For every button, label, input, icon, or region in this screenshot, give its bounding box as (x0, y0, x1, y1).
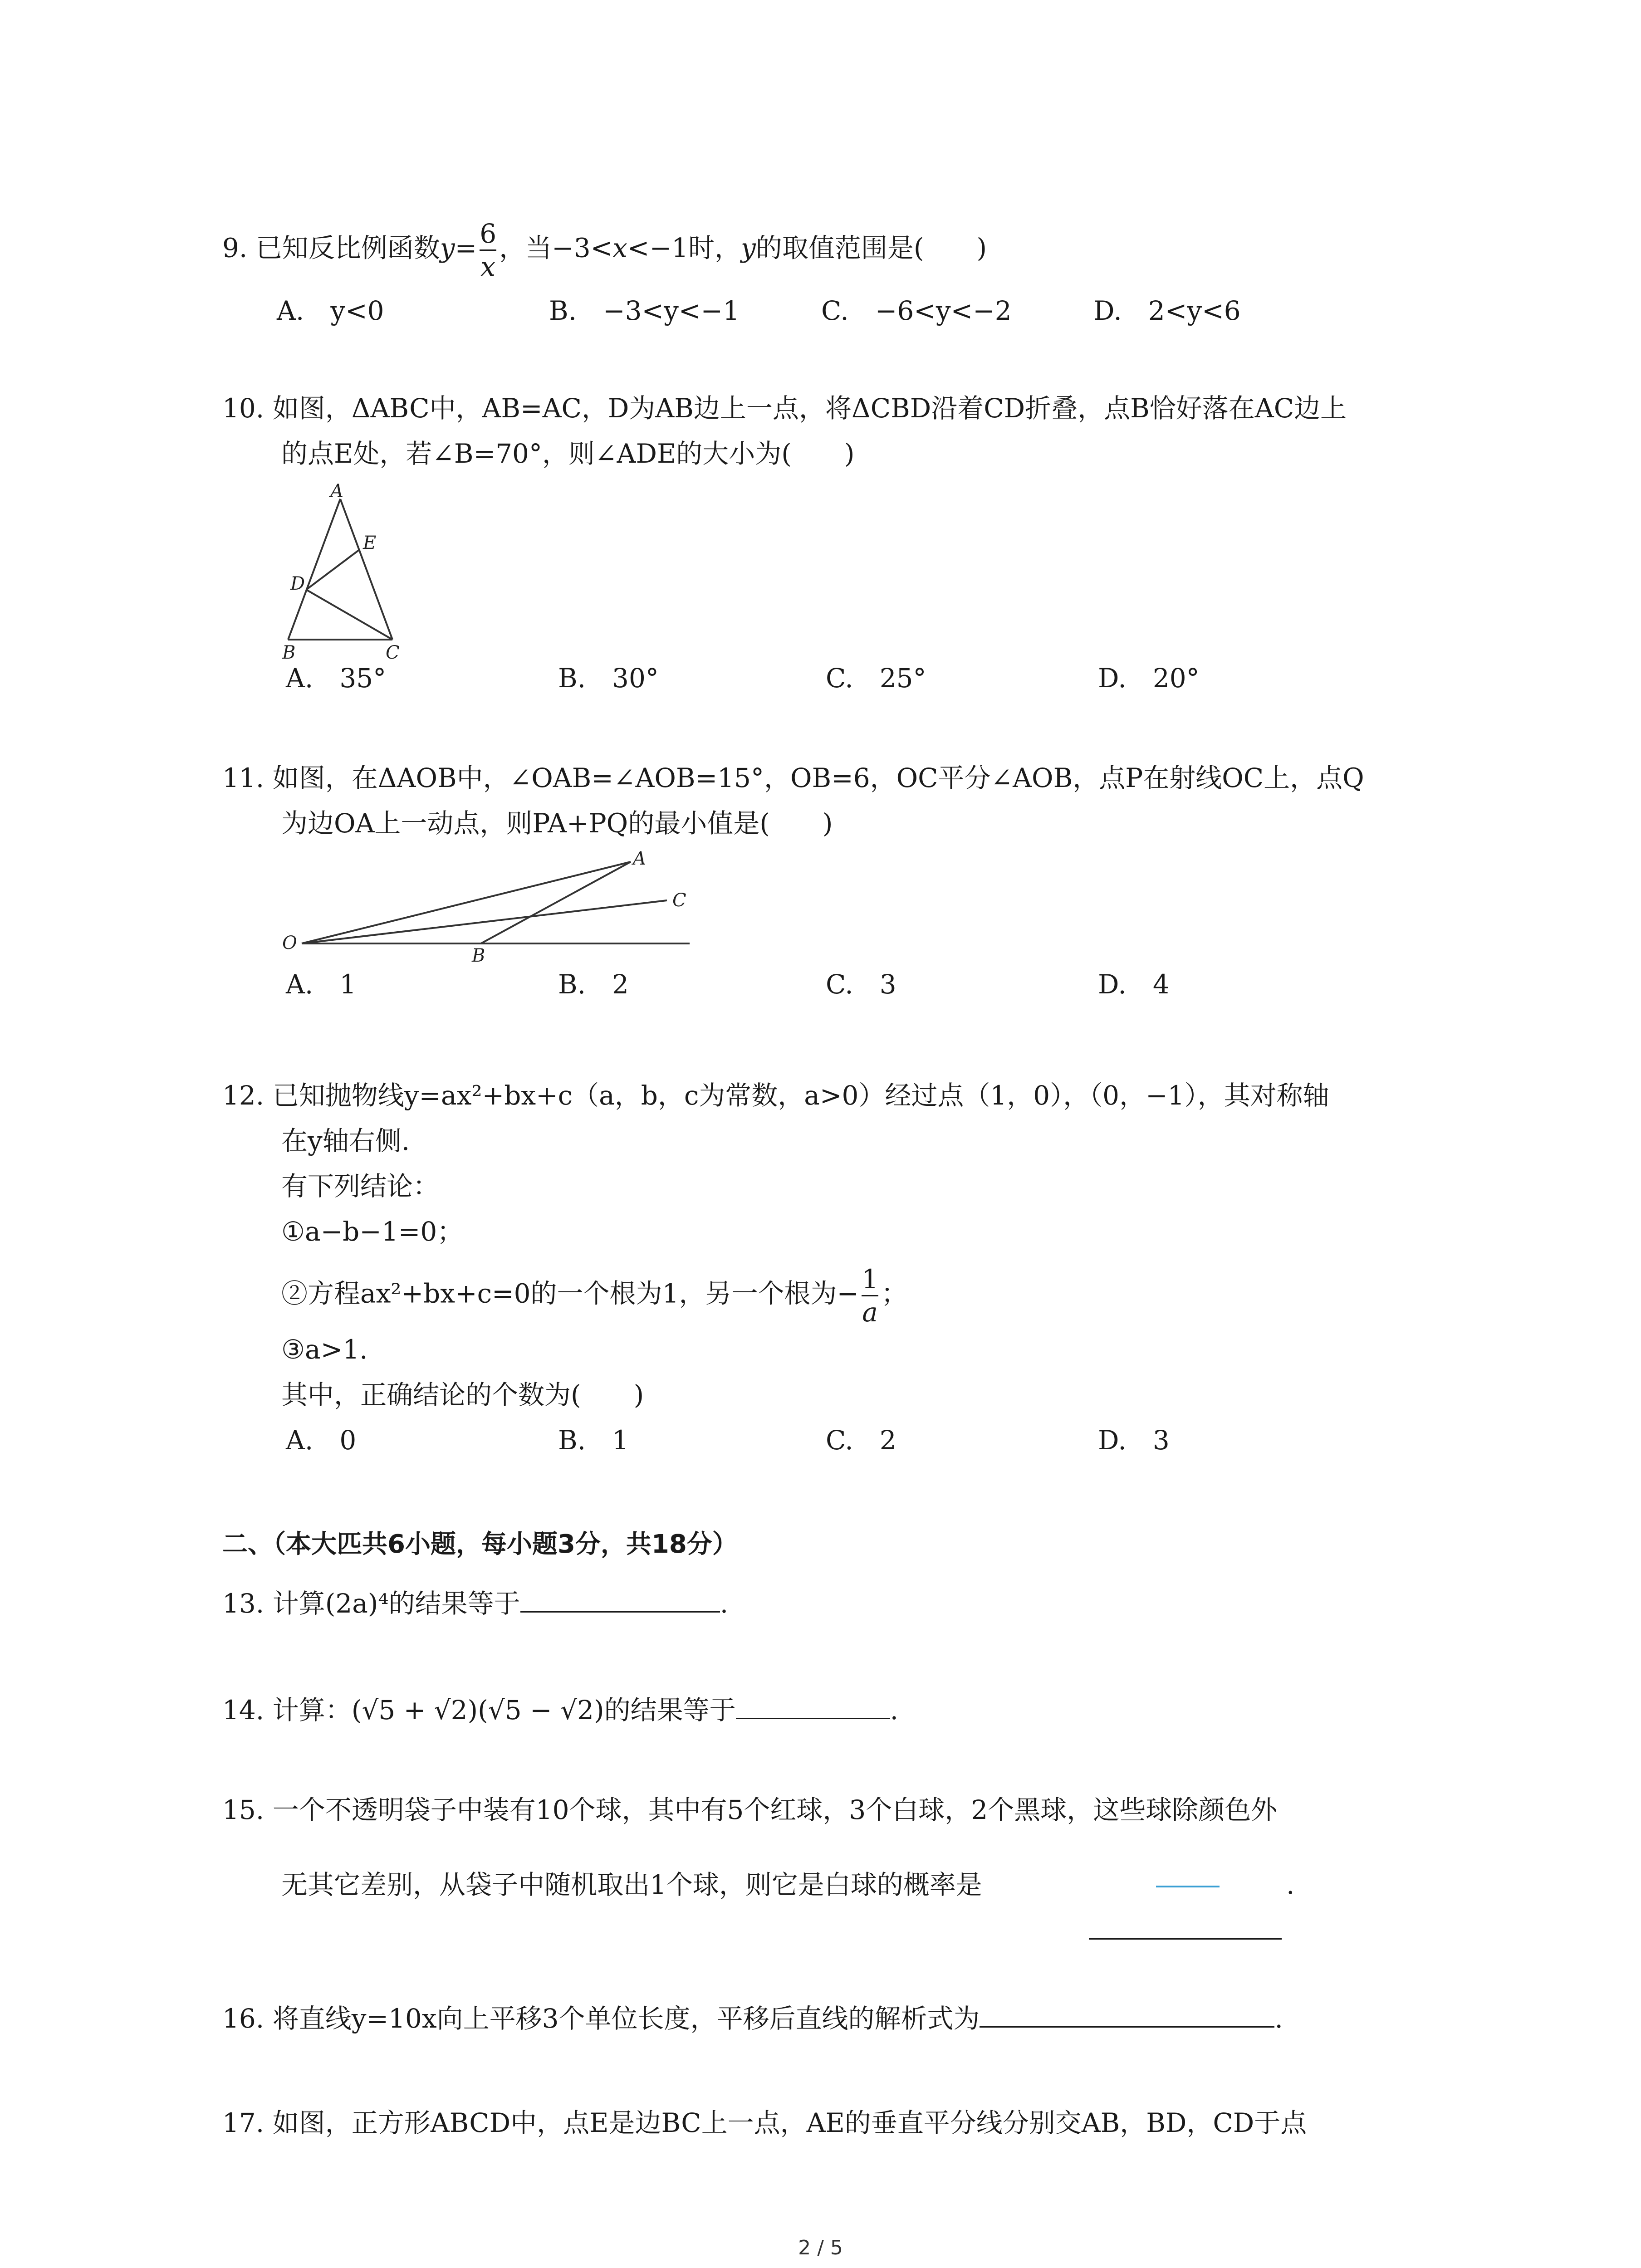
q12-line-4: 其中，正确结论的个数为( ) (281, 1379, 644, 1410)
q11-line-1 (222, 760, 1364, 796)
q9-stem (222, 218, 987, 283)
q12-text-1: 已知抛物线y=ax²+bx+c（a，b，c为常数，a>0）经过点（1，0），（0，−1），其对称轴 (272, 1080, 1329, 1111)
q9-option-d: D. 2<y<6 (1093, 295, 1241, 326)
q12-line-3: 有下列结论： (281, 1171, 440, 1202)
q13-end: . (720, 1588, 729, 1619)
q15-blue-rule (1156, 1886, 1220, 1887)
q9-text-c: <−1时， (627, 232, 741, 264)
q11-triangle-figure (281, 848, 708, 966)
q12-option-b: B. 1 (558, 1425, 629, 1456)
q16-number: 16. (222, 2003, 265, 2034)
q17-line (222, 2105, 1307, 2141)
q11-label-c: C (672, 890, 686, 911)
q13-text: 计算(2a)⁴的结果等于 (272, 1588, 520, 1619)
q9-option-a: A. y<0 (277, 295, 384, 326)
q15-end: . (1286, 1869, 1295, 1900)
q12-c2-frac-num: 1 (862, 1264, 878, 1295)
q12-conclusion-1: ①a−b−1=0； (281, 1216, 464, 1247)
q11-option-d: D. 4 (1098, 969, 1170, 1000)
q9-text-a: 已知反比例函数 (255, 232, 440, 264)
q17-number: 17. (222, 2107, 265, 2138)
q14-answer-blank[interactable] (736, 1713, 890, 1719)
section-2-heading: 二、（本大匹共6小题，每小题3分，共18分） (222, 1530, 738, 1559)
q9-option-c: C. −6<y<−2 (821, 295, 1012, 326)
q10-label-a: A (330, 481, 343, 502)
q12-c2-fraction (862, 1263, 878, 1328)
q10-line-1 (222, 390, 1347, 426)
q11-label-o: O (282, 933, 297, 953)
q14-end: . (890, 1695, 899, 1725)
q9-number: 9. (222, 232, 248, 264)
q11-text-1: 如图，在ΔAOB中，∠OAB=∠AOB=15°，OB=6，OC平分∠AOB，点P在射线OC上，点Q (272, 763, 1364, 793)
q11-label-b: B (472, 945, 485, 966)
q9-var-x: x (612, 232, 627, 264)
q12-c2-text-a: ②方程ax²+bx+c=0的一个根为1，另一个根为− (281, 1278, 859, 1309)
q12-c2-text-b: ； (881, 1278, 907, 1309)
q14-number: 14. (222, 1695, 265, 1725)
q10-label-e: E (363, 533, 377, 553)
q10-triangle-figure (272, 481, 426, 662)
q10-side-ac (340, 499, 392, 640)
q10-text-1: 如图，ΔABC中，AB=AC，D为AB边上一点，将ΔCBD沿着CD折叠，点B恰好落在AC边上 (272, 393, 1347, 424)
q9-text-d: 的取值范围是( ) (755, 232, 987, 264)
q11-label-a: A (633, 848, 646, 869)
q11-option-b: B. 2 (558, 969, 629, 1000)
q10-label-b: B (282, 642, 296, 662)
q14-line (222, 1692, 898, 1728)
q9-eq: = (455, 232, 477, 264)
q13-number: 13. (222, 1588, 265, 1619)
q16-text: 将直线y=10x向上平移3个单位长度，平移后直线的解析式为 (272, 2003, 980, 2034)
q9-option-b: B. −3<y<−1 (549, 295, 740, 326)
q12-c2-frac-den: a (862, 1297, 878, 1328)
q9-frac-den: x (480, 251, 495, 282)
q16-line (222, 2000, 1283, 2037)
q17-text: 如图，正方形ABCD中，点E是边BC上一点，AE的垂直平分线分别交AB，BD，CD于点 (272, 2107, 1307, 2138)
q12-line-1 (222, 1077, 1329, 1114)
q9-fraction (480, 218, 496, 283)
q10-label-c: C (386, 642, 400, 662)
q11-segment-ba (481, 862, 631, 943)
q15-number: 15. (222, 1794, 265, 1825)
q15-line-2 (281, 1867, 982, 1903)
q12-option-a: A. 0 (286, 1425, 357, 1456)
page-number: 2 / 5 (798, 2236, 843, 2259)
q9-frac-num: 6 (480, 218, 497, 249)
q16-answer-blank[interactable] (980, 2022, 1274, 2028)
q12-conclusion-3: ③a>1. (281, 1334, 368, 1365)
q11-line-oa (302, 862, 631, 943)
q10-line-2: 的点E处，若∠B=70°，则∠ADE的大小为( ) (281, 438, 855, 469)
q15-line-1 (222, 1792, 1277, 1828)
q16-end: . (1274, 2003, 1283, 2034)
q11-ray-oc (302, 900, 667, 943)
q15-answer-blank[interactable] (1089, 1938, 1282, 1940)
q12-option-c: C. 2 (826, 1425, 896, 1456)
q10-label-d: D (290, 573, 305, 594)
q14-text: 计算：(√5 + √2)(√5 − √2)的结果等于 (272, 1695, 736, 1725)
q15-text-1: 一个不透明袋子中装有10个球，其中有5个红球，3个白球，2个黑球，这些球除颜色外 (272, 1794, 1278, 1825)
q12-conclusion-2 (281, 1263, 907, 1328)
q15-text-2: 无其它差别，从袋子中随机取出1个球，则它是白球的概率是 (281, 1869, 982, 1900)
q10-option-a: A. 35° (286, 663, 387, 694)
q11-number: 11. (222, 763, 265, 793)
q11-option-c: C. 3 (826, 969, 896, 1000)
q12-line-2: 在y轴右侧. (281, 1125, 410, 1156)
q11-option-a: A. 1 (286, 969, 357, 1000)
q12-number: 12. (222, 1080, 265, 1111)
q10-segment-dc (306, 590, 392, 640)
q9-var-y: y (440, 232, 455, 264)
q10-option-c: C. 25° (826, 663, 926, 694)
q10-option-d: D. 20° (1098, 663, 1200, 694)
q9-var-y2: y (741, 232, 756, 264)
q10-number: 10. (222, 393, 265, 424)
q12-option-d: D. 3 (1098, 1425, 1170, 1456)
q9-text-b: ，当−3< (499, 232, 613, 264)
q13-answer-blank[interactable] (520, 1607, 720, 1613)
q10-option-b: B. 30° (558, 663, 659, 694)
q11-line-2: 为边OA上一动点，则PA+PQ的最小值是( ) (281, 808, 833, 839)
q13-line (222, 1585, 728, 1622)
